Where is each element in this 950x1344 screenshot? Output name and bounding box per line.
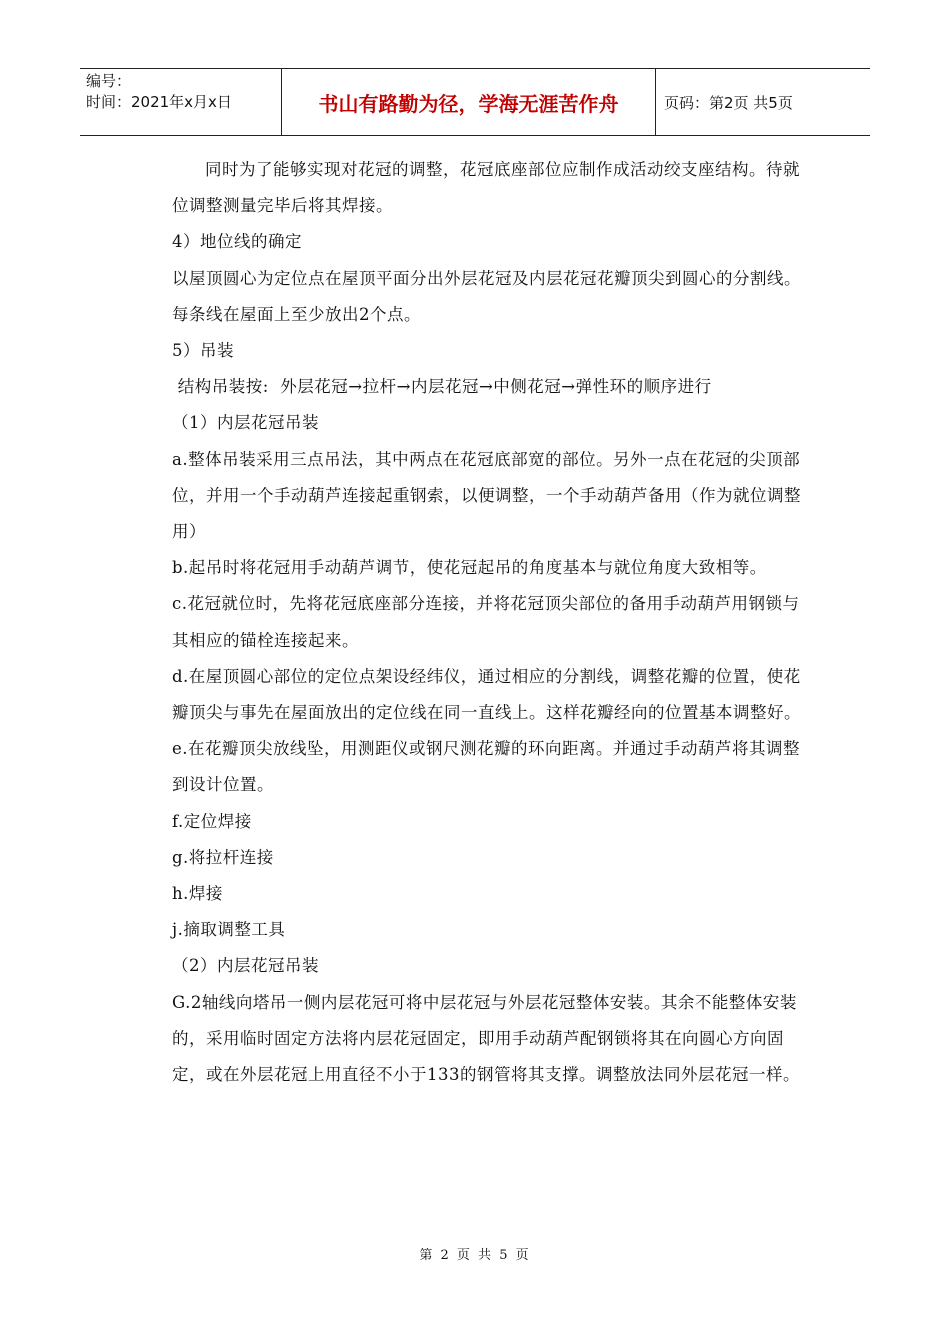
header-page-info: 页码：第2页 共5页	[664, 93, 793, 112]
heading-inner-crown-2: （2）内层花冠吊装	[172, 956, 319, 976]
list-item-j: j.摘取调整工具	[172, 920, 286, 940]
list-item-c: c.花冠就位时，先将花冠底座部分连接，并将花冠顶尖部位的备用手动葫芦用钢锁与其相应的锚栓连接起来。	[172, 594, 800, 650]
heading-layout-line: 4）地位线的确定	[172, 232, 302, 252]
document-number-label: 编号：	[86, 72, 132, 90]
list-item-a: a.整体吊装采用三点吊法，其中两点在花冠底部宽的部位。另外一点在花冠的尖顶部位，并用一个手动葫芦连接起重钢索，以便调整，一个手动葫芦备用（作为就位调整用）	[172, 449, 801, 542]
page-footer: 第 2 页 共 5 页	[419, 1248, 531, 1263]
page-header	[80, 68, 870, 136]
paragraph-dividing-lines: 以屋顶圆心为定位点在屋顶平面分出外层花冠及内层花冠花瓣顶尖到圆心的分割线。每条线在屋面上至少放出2个点。	[172, 268, 801, 324]
list-item-h: h.焊接	[172, 884, 223, 904]
document-date: 时间：2021年x月x日	[86, 93, 232, 111]
heading-inner-crown-1: （1）内层花冠吊装	[172, 413, 319, 433]
heading-hoisting: 5）吊装	[172, 341, 234, 361]
paragraph-axis-g2: G.2轴线向塔吊一侧内层花冠可将中层花冠与外层花冠整体安装。其余不能整体安装的，采用临时固定方法将内层花冠固定，即用手动葫芦配钢锁将其在向圆心方向固定，或在外层花冠上用直径不小于133的钢管将其支撑。调整放法同外层花冠一样。	[172, 992, 800, 1085]
list-item-b: b.起吊时将花冠用手动葫芦调节，使花冠起吊的角度基本与就位角度大致相等。	[172, 558, 767, 578]
list-item-e: e.在花瓣顶尖放线坠，用测距仪或钢尺测花瓣的环向距离。并通过手动葫芦将其调整到设计位置。	[172, 739, 801, 795]
document-body	[172, 152, 804, 1093]
list-item-g: g.将拉杆连接	[172, 847, 274, 867]
list-item-f: f.定位焊接	[172, 811, 252, 831]
paragraph-hinge-support: 同时为了能够实现对花冠的调整，花冠底座部位应制作成活动绞支座结构。待就位调整测量完毕后将其焊接。	[172, 160, 800, 216]
header-motto: 书山有路勤为径，学海无涯苦作舟	[282, 69, 656, 135]
header-meta	[80, 69, 282, 135]
paragraph-hoisting-order: 结构吊装按: 外层花冠→拉杆→内层花冠→中侧花冠→弹性环的顺序进行	[172, 377, 712, 397]
list-item-d: d.在屋顶圆心部位的定位点架设经纬仪，通过相应的分割线，调整花瓣的位置，使花瓣顶尖与事先在屋面放出的定位线在同一直线上。这样花瓣经向的位置基本调整好。	[172, 666, 801, 723]
